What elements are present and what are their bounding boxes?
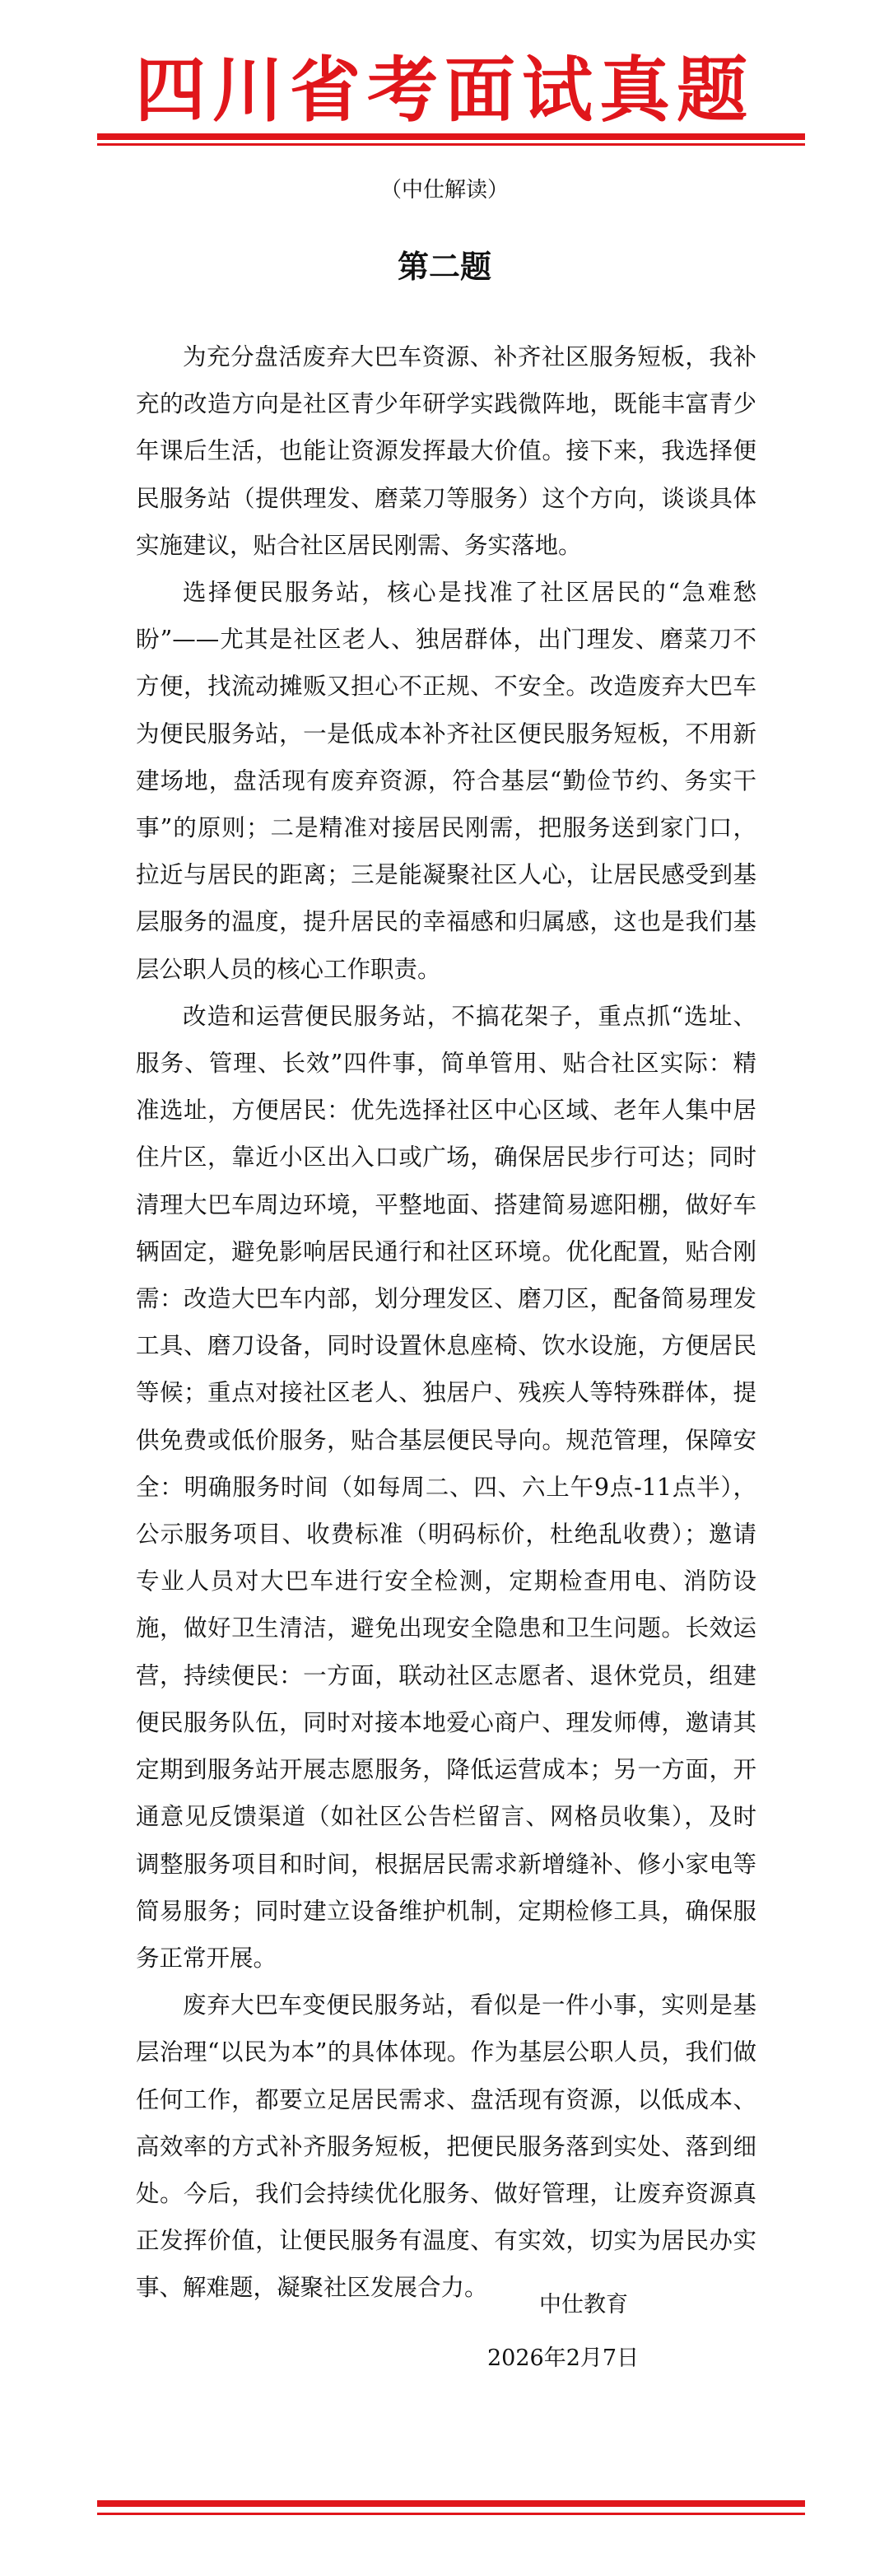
signature-date: 2026年2月7日	[487, 2345, 640, 2371]
paragraph: 为充分盘活废弃大巴车资源、补齐社区服务短板，我补充的改造方向是社区青少年研学实践微阵地，既能丰富青少年课后生活，也能让资源发挥最大价值。接下来，我选择便民服务站（提供理发、磨菜刀等服务）这个方向，谈谈具体实施建议，贴合社区居民刚需、务实落地。	[136, 343, 756, 559]
paragraph: 废弃大巴车变便民服务站，看似是一件小事，实则是基层治理“以民为本”的具体体现。作为基层公职人员，我们做任何工作，都要立足居民需求、盘活现有资源，以低成本、高效率的方式补齐服务短板，把便民服务落到实处、落到细处。今后，我们会持续优化服务、做好管理，让废弃资源真正发挥价值，让便民服务有温度、有实效，切实为居民办实事、解难题，凝聚社区发展合力。	[136, 1991, 756, 2302]
footer-rule-thick	[97, 2500, 805, 2507]
footer-rule-thin	[97, 2513, 805, 2515]
question-heading: 第二题	[397, 248, 491, 285]
page-title: 四川省考面试真题	[135, 49, 754, 132]
title-rule-thin	[97, 143, 805, 146]
title-rule-thick	[97, 133, 805, 140]
signature-org: 中仕教育	[539, 2292, 628, 2317]
subtitle: （中仕解读）	[379, 178, 509, 203]
paragraph: 改造和运营便民服务站，不搞花架子，重点抓“选址、服务、管理、长效”四件事，简单管用、贴合社区实际：精准选址，方便居民：优先选择社区中心区域、老年人集中居住片区，靠近小区出入口或广场，确保居民步行可达；同时清理大巴车周边环境，平整地面、搭建简易遮阳棚，做好车辆固定，避免影响居民通行和社区环境。优化配置，贴合刚需：改造大巴车内部，划分理发区、磨刀区，配备简易理发工具、磨刀设备，同时设置休息座椅、饮水设施，方便居民等候；重点对接社区老人、独居户、残疾人等特殊群体，提供免费或低价服务，贴合基层便民导向。规范管理，保障安全：明确服务时间（如每周二、四、六上午9点-11点半），公示服务项目、收费标准（明码标价，杜绝乱收费）；邀请专业人员对大巴车进行安全检测，定期检查用电、消防设施，做好卫生清洁，避免出现安全隐患和卫生问题。长效运营，持续便民：一方面，联动社区志愿者、退休党员，组建便民服务队伍，同时对接本地爱心商户、理发师傅，邀请其定期到服务站开展志愿服务，降低运营成本；另一方面，开通意见反馈渠道（如社区公告栏留言、网格员收集），及时调整服务项目和时间，根据居民需求新增缝补、修小家电等简易服务；同时建立设备维护机制，定期检修工具，确保服务正常开展。	[136, 1002, 756, 1972]
article-body	[136, 333, 756, 2312]
paragraph: 选择便民服务站，核心是找准了社区居民的“急难愁盼”——尤其是社区老人、独居群体，出门理发、磨菜刀不方便，找流动摊贩又担心不正规、不安全。改造废弃大巴车为便民服务站，一是低成本补齐社区便民服务短板，不用新建场地，盘活现有废弃资源，符合基层“勤俭节约、务实干事”的原则；二是精准对接居民刚需，把服务送到家门口，拉近与居民的距离；三是能凝聚社区人心，让居民感受到基层服务的温度，提升居民的幸福感和归属感，这也是我们基层公职人员的核心工作职责。	[136, 579, 756, 983]
